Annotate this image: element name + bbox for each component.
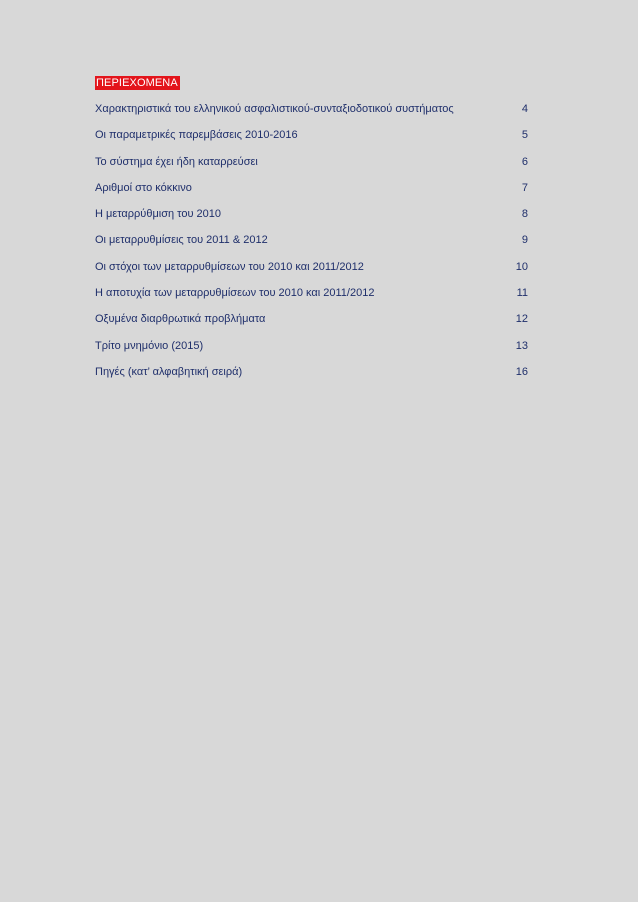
toc-entry[interactable] bbox=[95, 339, 528, 365]
toc-entry[interactable] bbox=[95, 102, 528, 128]
toc-entry-page: 13 bbox=[515, 339, 528, 352]
toc-heading: ΠΕΡΙΕΧΟΜΕΝΑ bbox=[96, 77, 178, 89]
toc-entry[interactable] bbox=[95, 260, 528, 286]
toc-entry[interactable] bbox=[95, 365, 528, 391]
toc-entry-title: Τρίτο μνημόνιο (2015) bbox=[95, 339, 204, 352]
toc-entry-page: 5 bbox=[521, 129, 528, 142]
toc-entry[interactable] bbox=[95, 128, 528, 154]
toc-entry-title: Οξυμένα διαρθρωτικά προβλήματα bbox=[95, 313, 266, 326]
toc-entry[interactable] bbox=[95, 312, 528, 338]
toc-entry-title: Πηγές (κατ’ αλφαβητική σειρά) bbox=[95, 365, 243, 378]
toc-entry-title: Η μεταρρύθμιση του 2010 bbox=[95, 208, 222, 221]
toc-entry-title: Η αποτυχία των μεταρρυθμίσεων του 2010 και 2011/2012 bbox=[95, 287, 375, 300]
toc-entry-page: 11 bbox=[516, 287, 528, 300]
toc-entry-page: 10 bbox=[515, 260, 528, 273]
toc-entry[interactable] bbox=[95, 181, 528, 207]
toc-entry-title: Οι στόχοι των μεταρρυθμίσεων του 2010 και 2011/2012 bbox=[95, 260, 364, 273]
toc-entry-title: Το σύστημα έχει ήδη καταρρεύσει bbox=[95, 155, 258, 168]
toc-entry-title: Οι παραμετρικές παρεμβάσεις 2010-2016 bbox=[95, 129, 298, 142]
toc-entry-page: 12 bbox=[515, 313, 528, 326]
toc-entry[interactable] bbox=[95, 207, 528, 233]
toc-entry-page: 8 bbox=[521, 208, 528, 221]
toc-list bbox=[95, 102, 528, 391]
toc-entry-page: 6 bbox=[521, 155, 528, 168]
toc-entry[interactable] bbox=[95, 233, 528, 259]
toc-entry-page: 4 bbox=[521, 103, 528, 115]
toc-entry[interactable] bbox=[95, 286, 528, 312]
toc-entry[interactable] bbox=[95, 155, 528, 181]
toc-entry-title: Οι μεταρρυθμίσεις του 2011 & 2012 bbox=[95, 234, 268, 247]
toc-entry-title: Χαρακτηριστικά του ελληνικού ασφαλιστικού-συνταξιοδοτικού συστήματος bbox=[95, 103, 454, 115]
toc-entry-page: 16 bbox=[515, 365, 528, 378]
toc-entry-title: Αριθμοί στο κόκκινο bbox=[95, 181, 192, 194]
toc-entry-page: 7 bbox=[521, 181, 528, 194]
toc-entry-page: 9 bbox=[521, 234, 528, 247]
